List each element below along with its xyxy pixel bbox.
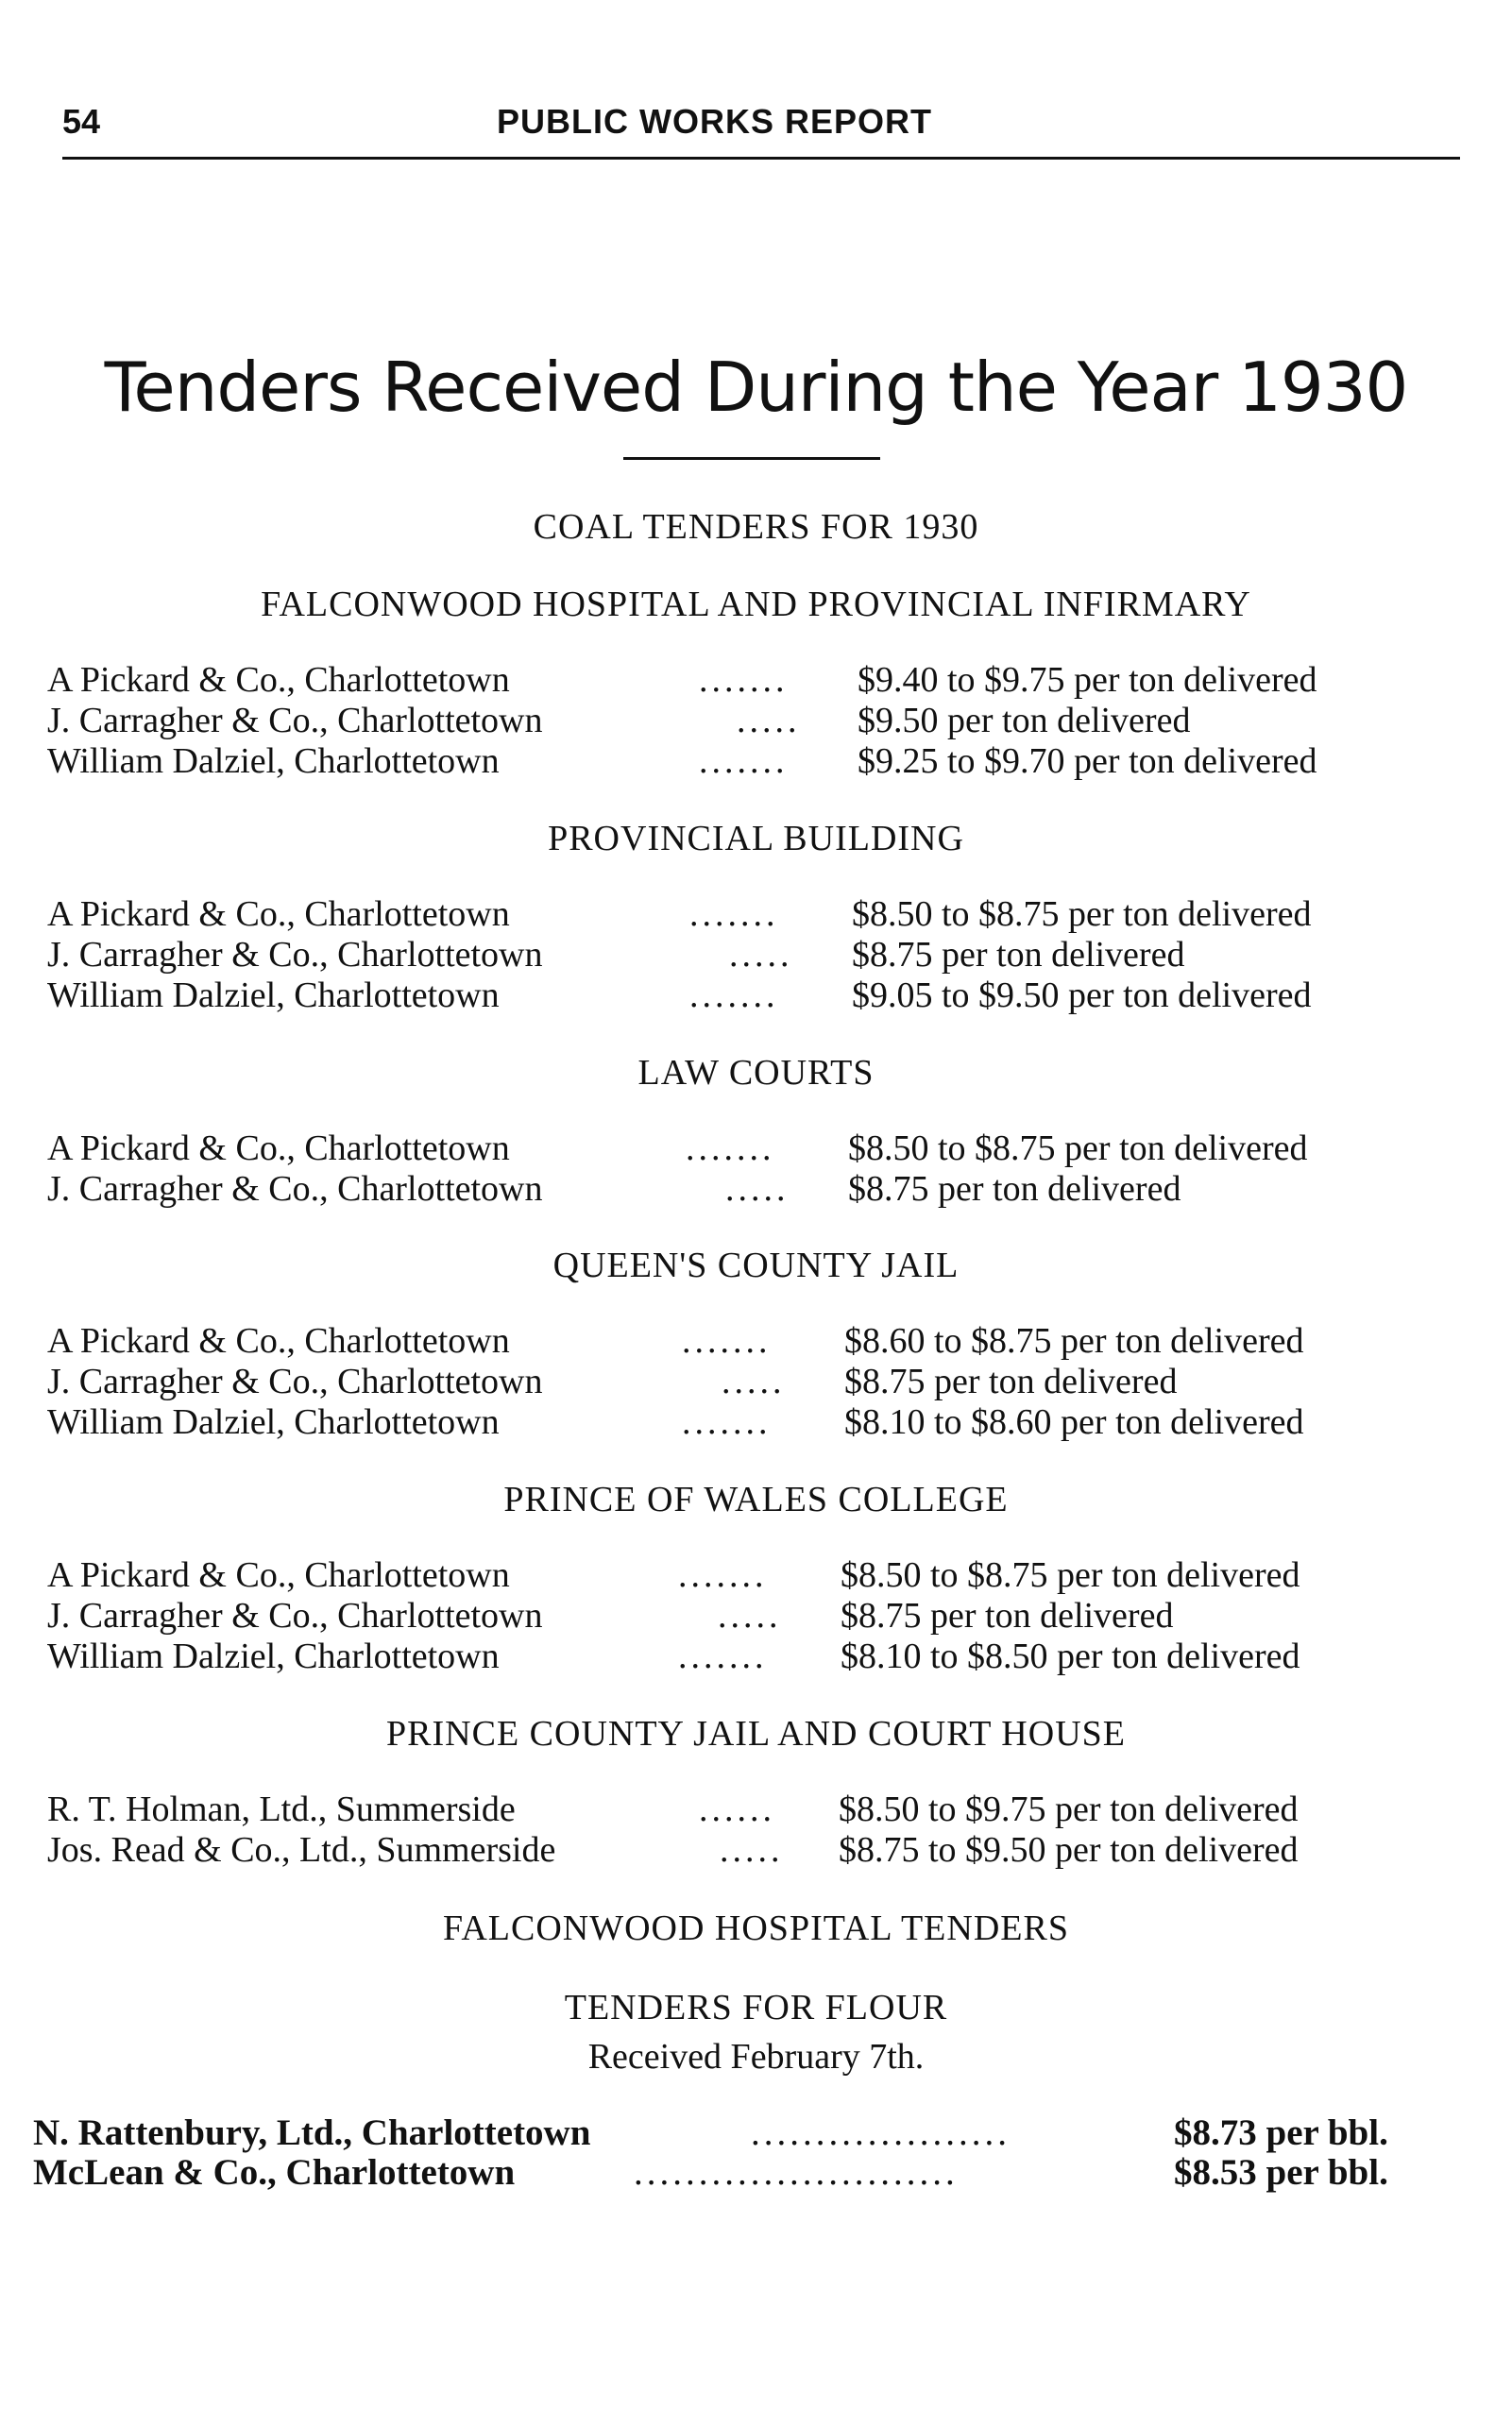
tender-row <box>47 700 1464 741</box>
tender-price: $8.53 per bbl. <box>1174 2152 1388 2193</box>
tender-price: $9.50 per ton delivered <box>858 701 1191 740</box>
tender-row <box>47 893 1464 935</box>
header-rule <box>62 157 1460 160</box>
tender-row <box>47 1320 1464 1362</box>
tender-price: $8.75 to $9.50 per ton delivered <box>839 1830 1299 1870</box>
tender-row <box>47 975 1464 1016</box>
firm-name: A Pickard & Co., Charlottetown <box>47 1128 510 1168</box>
firm-name: J. Carragher & Co., Charlottetown <box>47 1169 543 1209</box>
firm-name: William Dalziel, Charlottetown <box>47 1637 500 1676</box>
section-heading: PRINCE OF WALES COLLEGE <box>503 1480 1009 1519</box>
firm-name: William Dalziel, Charlottetown <box>47 741 500 781</box>
tender-price: $9.25 to $9.70 per ton delivered <box>858 741 1317 781</box>
leader-dots: ....... <box>689 894 779 934</box>
leader-dots: ..... <box>722 1362 786 1401</box>
leader-dots: ....... <box>682 1321 772 1361</box>
leader-dots: ....... <box>689 975 779 1015</box>
firm-name: McLean & Co., Charlottetown <box>33 2152 516 2193</box>
tender-price: $8.10 to $8.60 per ton delivered <box>844 1402 1304 1442</box>
leader-dots: ..... <box>729 935 793 975</box>
tender-price: $9.05 to $9.50 per ton delivered <box>852 975 1312 1015</box>
tender-price: $8.73 per bbl. <box>1174 2112 1388 2153</box>
tender-price: $8.10 to $8.50 per ton delivered <box>841 1637 1300 1676</box>
tender-price: $8.75 per ton delivered <box>841 1596 1174 1636</box>
page-header <box>62 102 1460 159</box>
flour-tenders-heading: TENDERS FOR FLOUR <box>564 1988 948 2027</box>
tender-row <box>47 1829 1464 1871</box>
tender-row <box>47 1595 1464 1637</box>
tender-row <box>47 1128 1464 1169</box>
tender-price: $8.60 to $8.75 per ton delivered <box>844 1321 1304 1361</box>
received-date: Received February 7th. <box>587 2037 925 2077</box>
page-number: 54 <box>62 102 101 141</box>
leader-dots: ..... <box>718 1596 782 1636</box>
section-heading: LAW COURTS <box>637 1053 875 1093</box>
firm-name: J. Carragher & Co., Charlottetown <box>47 1362 543 1401</box>
leader-dots: ...... <box>699 1790 775 1829</box>
section-heading: QUEEN'S COUNTY JAIL <box>552 1246 960 1285</box>
tender-row <box>47 740 1464 782</box>
leader-dots: ..... <box>737 701 801 740</box>
tender-row <box>47 1789 1464 1830</box>
firm-name: A Pickard & Co., Charlottetown <box>47 1555 510 1595</box>
tender-row <box>47 659 1464 701</box>
tender-row <box>47 1401 1464 1443</box>
tender-row <box>47 1168 1464 1210</box>
leader-dots: ....... <box>699 660 789 700</box>
firm-name: Jos. Read & Co., Ltd., Summerside <box>47 1830 556 1870</box>
leader-dots: ......................... <box>634 2152 959 2193</box>
firm-name: A Pickard & Co., Charlottetown <box>47 660 510 700</box>
tender-price: $8.50 to $8.75 per ton delivered <box>848 1128 1308 1168</box>
firm-name: A Pickard & Co., Charlottetown <box>47 1321 510 1361</box>
tender-price: $8.50 to $8.75 per ton delivered <box>852 894 1312 934</box>
leader-dots: ....... <box>682 1402 772 1442</box>
tender-price: $8.75 per ton delivered <box>852 935 1185 975</box>
firm-name: J. Carragher & Co., Charlottetown <box>47 701 543 740</box>
leader-dots: ..... <box>720 1830 784 1870</box>
tender-row <box>47 1636 1464 1677</box>
page-title: Tenders Received During the Year 1930 <box>104 348 1408 427</box>
section-heading: PROVINCIAL BUILDING <box>548 819 964 858</box>
leader-dots: ....... <box>686 1128 775 1168</box>
title-rule <box>623 457 880 460</box>
firm-name: J. Carragher & Co., Charlottetown <box>47 1596 543 1636</box>
leader-dots: ..... <box>725 1169 790 1209</box>
flour-tender-row <box>33 2151 1459 2195</box>
leader-dots: ....... <box>678 1637 768 1676</box>
section-heading: PRINCE COUNTY JAIL AND COURT HOUSE <box>386 1714 1126 1754</box>
tender-row <box>47 1554 1464 1596</box>
tender-price: $9.40 to $9.75 per ton delivered <box>858 660 1317 700</box>
tender-row <box>47 934 1464 975</box>
falconwood-tenders-heading: FALCONWOOD HOSPITAL TENDERS <box>443 1909 1069 1948</box>
running-title: PUBLIC WORKS REPORT <box>497 102 933 141</box>
tender-row <box>47 1361 1464 1402</box>
leader-dots: ....... <box>699 741 789 781</box>
flour-tender-row <box>33 2112 1459 2155</box>
firm-name: A Pickard & Co., Charlottetown <box>47 894 510 934</box>
tender-price: $8.50 to $8.75 per ton delivered <box>841 1555 1300 1595</box>
firm-name: N. Rattenbury, Ltd., Charlottetown <box>33 2112 591 2153</box>
leader-dots: ....... <box>678 1555 768 1595</box>
section-heading: FALCONWOOD HOSPITAL AND PROVINCIAL INFIRMARY <box>261 585 1251 624</box>
firm-name: R. T. Holman, Ltd., Summerside <box>47 1790 516 1829</box>
leader-dots: .................... <box>751 2112 1011 2153</box>
firm-name: J. Carragher & Co., Charlottetown <box>47 935 543 975</box>
tender-price: $8.50 to $9.75 per ton delivered <box>839 1790 1299 1829</box>
tender-price: $8.75 per ton delivered <box>848 1169 1181 1209</box>
firm-name: William Dalziel, Charlottetown <box>47 975 500 1015</box>
tender-price: $8.75 per ton delivered <box>844 1362 1178 1401</box>
firm-name: William Dalziel, Charlottetown <box>47 1402 500 1442</box>
coal-tenders-heading: COAL TENDERS FOR 1930 <box>533 507 979 547</box>
